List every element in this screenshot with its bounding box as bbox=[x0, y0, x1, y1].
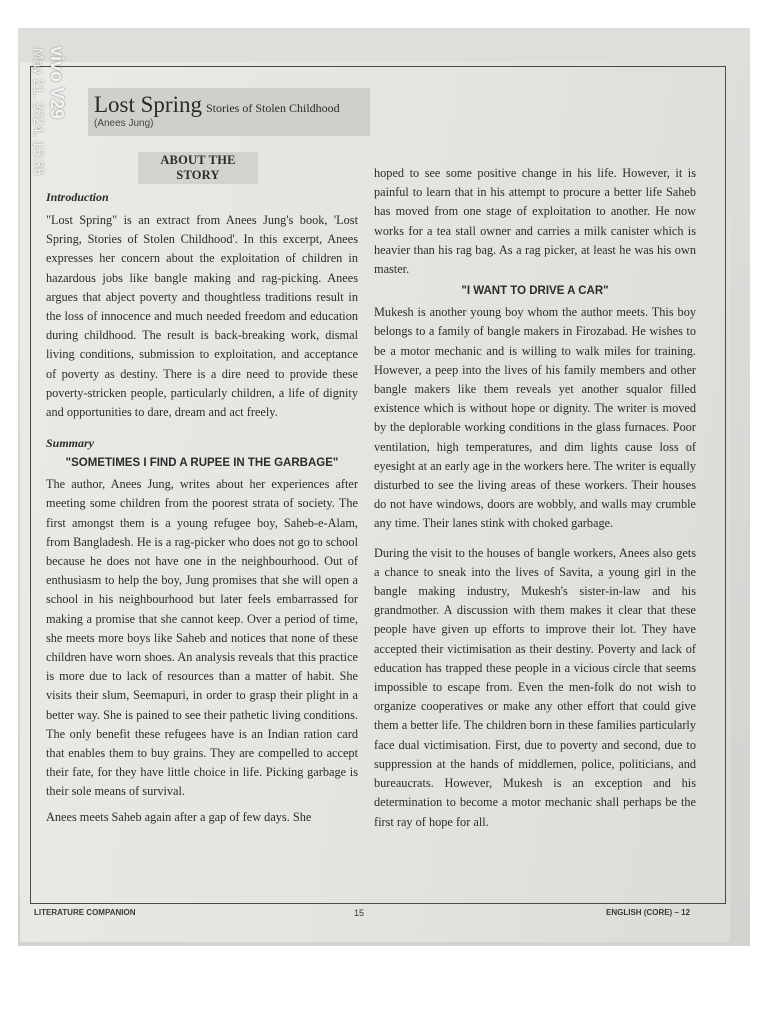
section1-heading: "SOMETIMES I FIND A RUPEE IN THE GARBAGE" bbox=[65, 457, 339, 470]
footer-page-number: 15 bbox=[354, 908, 365, 918]
watermark-brand: vivo V29 bbox=[47, 46, 67, 120]
chapter-title-block bbox=[88, 88, 370, 136]
footer-subject: ENGLISH (CORE) – 12 bbox=[606, 908, 691, 917]
summary-label: Summary bbox=[46, 436, 95, 451]
intro-paragraph: "Lost Spring" is an extract from Anees Jung's book, 'Lost Spring, Stories of Stolen Childhood'. In this excerpt, Anees expresses her concern about the exploitation of children in hazardous jobs like bangle making and rag-picking. Anees argues that abject poverty and thoughtless traditions result in the loss of innocence and much needed freedom and education during childhood. The result is back-breaking work, dismal living conditions, submission to exploitation, and acceptance of poverty as destiny. There is a dire need to provide these poverty-stricken people, particularly children, a life of dignity and opportunities to dare, dream and act freely. bbox=[46, 213, 358, 420]
section2-paragraph: Mukesh is another young boy whom the author meets. This boy belongs to a family of bangle makers in Firozabad. He wishes to be a motor mechanic and is willing to walk miles for training. However, a peep into the lives of his family members and other bangle makers like them reveals yet another squalor filled existence which is without hope or dignity. The writer is moved by the deplorable working conditions in the glass furnaces. Poor ventilation, high temperatures, and dim lights cause loss of eyesight at an early age in the workers here. The writer is equally disturbed to see the living areas of these workers. Their houses do not have windows, doors are wobbly, and walls may crumble any time. Their lanes stink with choked garbage. bbox=[374, 305, 696, 531]
chapter-author: (Anees Jung) bbox=[94, 118, 154, 129]
left-column bbox=[46, 150, 358, 833]
footer-book-title: LITERATURE COMPANION bbox=[34, 908, 136, 917]
chapter-title-main: Lost Spring bbox=[94, 92, 202, 117]
section2-paragraph-2: During the visit to the houses of bangle workers, Anees also gets a chance to sneak into the lives of Savita, a young girl in the bangle making industry, Mukesh's sister-in-law and his grandmother. A discussion with them makes it clear that these people have given up efforts to improve their lot. They have accepted their victimisation as their destiny. Poverty and lack of education has trapped these people in a vicious circle that seems impossible to escape from. Even the men-folk do not wish to organize cooperatives or make any other effort that could give them a better life. The children born in these families particularly face dual victimisation. First, due to poverty and second, due to suppression at the hands of middlemen, police, politicians, and bureaucrats. However, Mukesh is an exception and his determination to become a motor mechanic shall perhaps be the first ray of hope for all. bbox=[374, 545, 696, 829]
section1-paragraph-2: Anees meets Saheb again after a gap of few days. She bbox=[46, 809, 312, 824]
intro-label: Introduction bbox=[46, 190, 109, 204]
right-column bbox=[374, 164, 696, 838]
watermark-datetime: May 21, 2024, 15:35 bbox=[31, 48, 47, 176]
section1-paragraph: The author, Anees Jung, writes about her experiences after meeting some children from the poorest strata of society. The first amongst them is a young refugee boy, Saheb-e-Alam, from Bangladesh. He is a rag-picker who does not go to school because he does not have one in the neighbourhood. Out of enthusiasm to help the boy, Jung promises that she will open a school in his neighbourhood but later feels embarrassed for making a promise that she cannot keep. Over a period of time, she meets more boys like Saheb and notices that none of these children have worn shoes. An analysis reveals that this practice is more due to lack of resources than a matter of habit. She visits their slum, Seemapuri, in order to grasp their plight in a better way. She is pained to see their pathetic living conditions. The only benefit these refugees have is an Indian ration card that enables them to buy grains. They are compelled to accept their fate, for they have little choice in life. Picking garbage is their sole means of survival. bbox=[46, 477, 358, 799]
section1-continuation: hoped to see some positive change in his life. However, it is painful to learn that in his attempt to procure a better life Saheb has moved from one stage of exploitation to another. He now works for a tea stall owner and carries a milk canister which is heavier than his rag bag. As a rag picker, at least he was his own master. bbox=[374, 166, 696, 277]
about-heading: ABOUT THE STORY bbox=[138, 152, 258, 184]
chapter-title bbox=[94, 92, 340, 118]
section2-heading: "I WANT TO DRIVE A CAR" bbox=[461, 285, 609, 298]
chapter-subtitle: Stories of Stolen Childhood bbox=[205, 101, 340, 115]
